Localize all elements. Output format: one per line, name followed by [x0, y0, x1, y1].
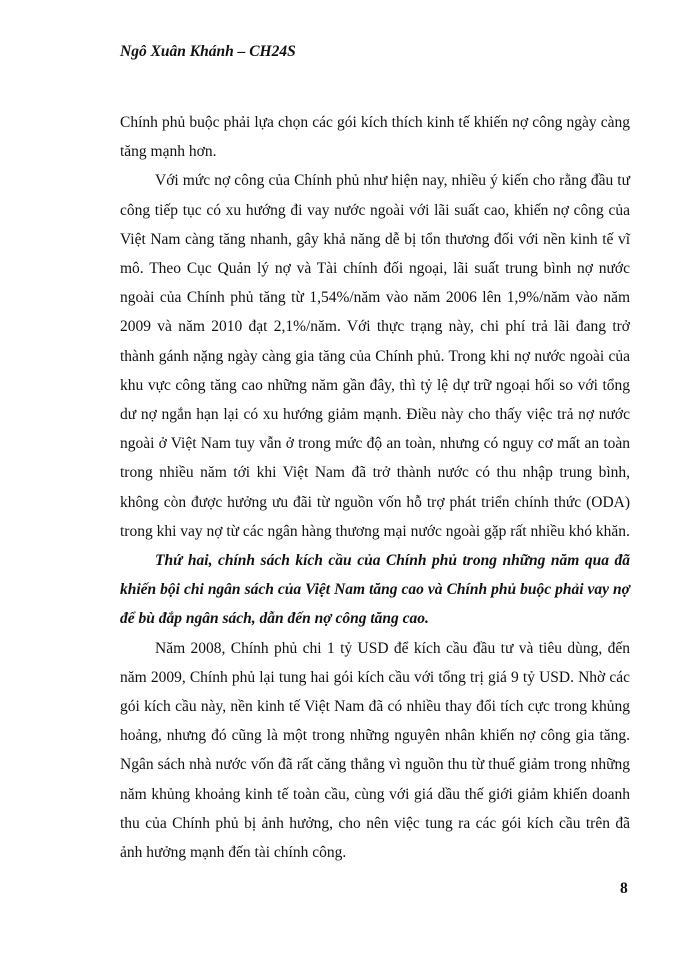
- paragraph-continuation: Chính phủ buộc phải lựa chọn các gói kích thích kinh tế khiến nợ công ngày càng tăng mạnh hơn.: [120, 114, 630, 161]
- paragraph-public-debt: Với mức nợ công của Chính phủ như hiện nay, nhiều ý kiến cho rằng đầu tư công tiếp tục có xu hướng đi vay nước ngoài với lãi suất cao, khiến nợ công của Việt Nam càng tăng nhanh, gây khả năng dễ bị tổn thương đối với nền kinh tế vĩ mô. Theo Cục Quản lý nợ và Tài chính đối ngoại, lãi suất trung bình nợ nước ngoài của Chính phủ tăng từ 1,54%/năm vào năm 2006 lên 1,9%/năm vào năm 2009 và năm 2010 đạt 2,1%/năm. Với thực trạng này, chi phí trả lãi đang trở thành gánh nặng ngày càng gia tăng của Chính phủ. Trong khi nợ nước ngoài của khu vực công tăng cao những năm gần đây, thì tỷ lệ dự trữ ngoại hối so với tổng dư nợ ngắn hạn lại có xu hướng giảm mạnh. Điều này cho thấy việc trả nợ nước ngoài ở Việt Nam tuy vẫn ở trong mức độ an toàn, nhưng có nguy cơ mất an toàn trong nhiều năm tới khi Việt Nam đã trở thành nước có thu nhập trung bình, không còn được hưởng ưu đãi từ nguồn vốn hỗ trợ phát triển chính thức (ODA) trong khi vay nợ từ các ngân hàng thương mại nước ngoài gặp rất nhiều khó khăn.: [120, 172, 630, 540]
- body-text: [120, 108, 630, 867]
- paragraph-section-heading: Thứ hai, chính sách kích cầu của Chính phủ trong những năm qua đã khiến bội chi ngân sách của Việt Nam tăng cao và Chính phủ buộc phải vay nợ để bù đắp ngân sách, dẫn đến nợ công tăng cao.: [120, 552, 630, 628]
- page-number: 8: [620, 880, 628, 897]
- paragraph-stimulus: Năm 2008, Chính phủ chi 1 tỷ USD để kích cầu đầu tư và tiêu dùng, đến năm 2009, Chính phủ lại tung hai gói kích cầu với tổng trị giá 9 tỷ USD. Nhờ các gói kích cầu này, nền kinh tế Việt Nam đã có nhiều thay đổi tích cực trong khủng hoảng, nhưng đó cũng là một trong những nguyên nhân khiến nợ công gia tăng. Ngân sách nhà nước vốn đã rất căng thẳng vì nguồn thu từ thuế giảm trong những năm khủng khoảng kinh tế toàn cầu, cùng với giá dầu thế giới giảm khiến doanh thu của Chính phủ bị ảnh hưởng, cho nên việc tung ra các gói kích cầu trên đã ảnh hưởng mạnh đến tài chính công.: [120, 639, 630, 862]
- page-header-author: Ngô Xuân Khánh – CH24S: [120, 43, 296, 60]
